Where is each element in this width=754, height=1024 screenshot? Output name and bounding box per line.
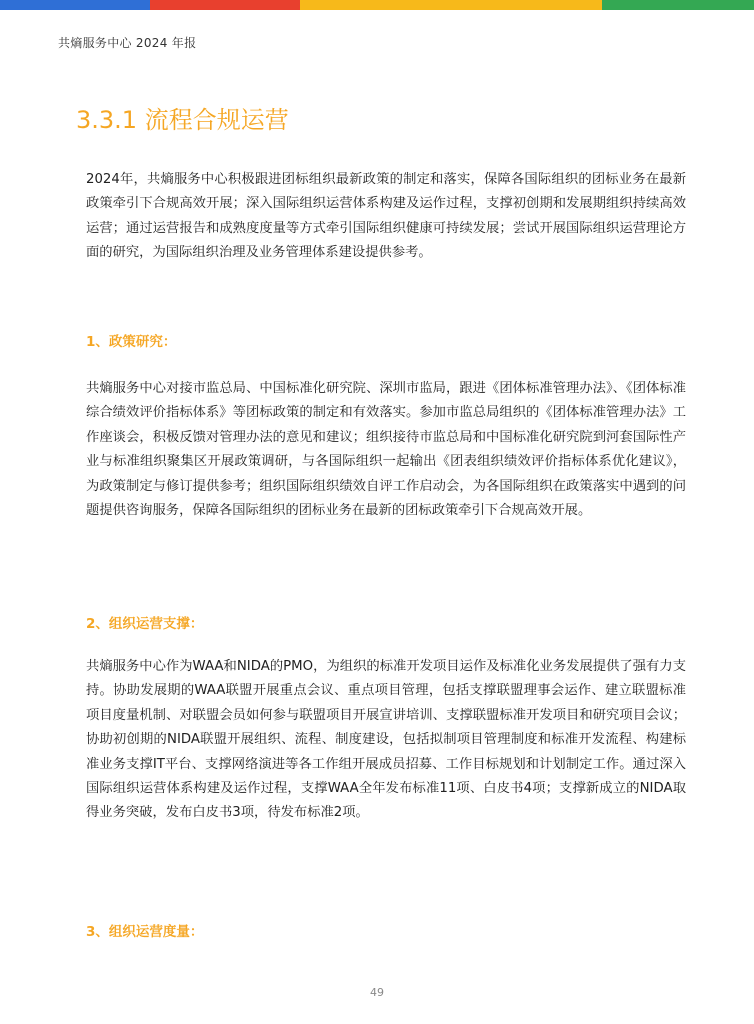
section-title: 3.3.1 流程合规运营 — [76, 106, 289, 134]
intro-paragraph: 2024年，共熵服务中心积极跟进团标组织最新政策的制定和落实，保障各国际组织的团标业务在最新政策牵引下合规高效开展；深入国际组织运营体系构建及运作过程，支撑初创期和发展期组织持续高效运营；通过运营报告和成熟度度量等方式牵引国际组织健康可持续发展；尝试开展国际组织运营理论方面的研究，为国际组织治理及业务管理体系建设提供参考。 — [86, 172, 686, 261]
color-bar-blue-segment — [0, 0, 150, 10]
page-number: 49 — [370, 986, 384, 999]
color-bar-yellow-segment — [300, 0, 602, 10]
running-header: 共熵服务中心 2024 年报 — [58, 36, 197, 50]
subsection-heading-operations-support: 2、组织运营支撑： — [86, 616, 204, 632]
subsection-heading-policy-research: 1、政策研究： — [86, 334, 177, 350]
subsection-heading-operations-metrics: 3、组织运营度量： — [86, 924, 204, 940]
color-bar-red-segment — [150, 0, 300, 10]
subsection-body-operations-support: 共熵服务中心作为WAA和NIDA的PMO，为组织的标准开发项目运作及标准化业务发展提供了强有力支持。协助发展期的WAA联盟开展重点会议、重点项目管理，包括支撑联盟理事会运作、建立联盟标准项目度量机制、对联盟会员如何参与联盟项目开展宣讲培训、支撑联盟标准开发项目和研究项目会议；协助初创期的NIDA联盟开展组织、流程、制度建设，包括拟制项目管理制度和标准开发流程、构建标准业务支撑IT平台、支撑网络演进等各工作组开展成员招募、工作目标规划和计划制定工作。通过深入国际组织运营体系构建及运作过程，支撑WAA全年发布标准11项、白皮书4项；支撑新成立的NIDA取得业务突破，发布白皮书3项，待发布标准2项。 — [86, 659, 686, 821]
subsection-body-policy-research: 共熵服务中心对接市监总局、中国标准化研究院、深圳市监局，跟进《团体标准管理办法》、《团体标准综合绩效评价指标体系》等团标政策的制定和有效落实。参加市监总局组织的《团体标准管理办法》工作座谈会，积极反馈对管理办法的意见和建议；组织接待市监总局和中国标准化研究院到河套国际性产业与标准组织聚集区开展政策调研，与各国际组织一起输出《团表组织绩效评价指标体系优化建议》，为政策制定与修订提供参考；组织国际组织绩效自评工作启动会，为各国际组织在政策落实中遇到的问题提供咨询服务，保障各国际组织的团标业务在最新的团标政策牵引下合规高效开展。 — [86, 381, 686, 519]
color-bar-green-segment — [602, 0, 754, 10]
top-color-bar — [0, 0, 754, 10]
